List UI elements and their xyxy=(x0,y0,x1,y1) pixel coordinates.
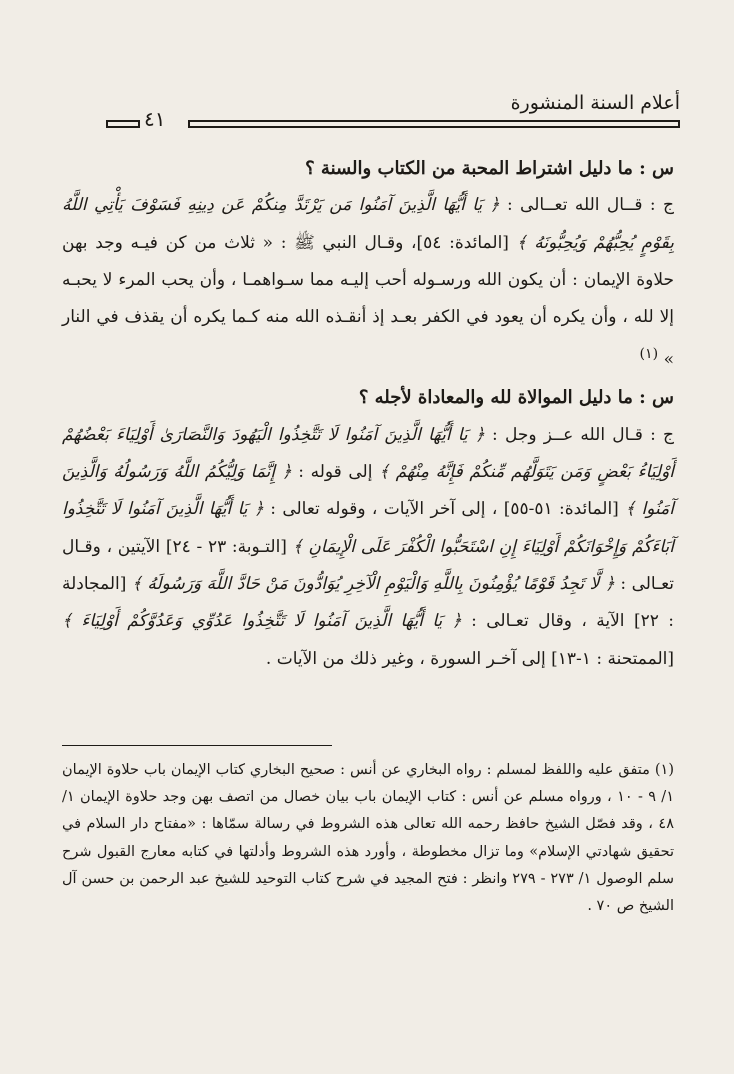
verse-reference: [التـوبة: ٢٣ - ٢٤] الآيتين ، وقـال تعـالى : xyxy=(62,536,675,594)
main-text xyxy=(62,150,674,678)
quran-verse-mujadala-22: ﴿ لَّا تَجِدُ قَوْمًا يُؤْمِنُونَ بِاللَّهِ وَالْيَوْمِ الْآخِرِ يُوَادُّونَ مَنْ حَادَّ اللَّهَ وَرَسُولَهُ ﴾ xyxy=(131,573,615,594)
header-rule xyxy=(188,120,680,128)
verse-reference: [المجادلة : ٢٢] الآية ، وقال تعـالى : xyxy=(62,573,674,632)
hadith-text: « ثلاث من كن فيـه وجد بهن حلاوة الإيمان : أن يكون الله ورسـوله أحب إليـه مما سـواهمـا ، وأن يحب المرء لا يحبـه إلا لله ، وأن يكره أن يعود في الكفر بعـد إذ أنقـذه الله منه كـما يكره أن يقذف في النار » xyxy=(62,232,674,371)
header-box-ornament xyxy=(106,120,140,128)
question-1: س : ما دليل اشتراط المحبة من الكتاب والسنة ؟ xyxy=(305,158,674,179)
quran-verse-maida-55: ﴿ إِنَّمَا وَلِيُّكُمُ اللَّهُ وَرَسُولُهُ وَالَّذِينَ آمَنُوا ﴾ xyxy=(62,462,674,520)
quran-verse-tawba-23: ﴿ يَا أَيُّهَا الَّذِينَ آمَنُوا لَا تَتَّخِذُوا آبَاءَكُمْ وَإِخْوَانَكُمْ أَوْلِيَاءَ إِنِ اسْتَحَبُّوا الْكُفْرَ عَلَى الْإِيمَانِ ﴾ xyxy=(62,499,675,557)
answer-1-intro: ج : قــال الله تعــالى : xyxy=(506,195,675,216)
question-2: س : ما دليل الموالاة لله والمعاداة لأجله ؟ xyxy=(358,387,674,409)
footnote-marker: (١) xyxy=(639,346,659,363)
footnote-separator xyxy=(62,745,332,746)
verse-continuation: إلى قوله : xyxy=(298,462,373,483)
quran-verse-maida-51: ﴿ يَا أَيُّهَا الَّذِينَ آمَنُوا لَا تَتَّخِذُوا الْيَهُودَ وَالنَّصَارَىٰ أَوْلِيَاءَ بَعْضُهُمْ أَوْلِيَاءُ بَعْضٍ وَمَن يَتَوَلَّهُم مِّنكُمْ فَإِنَّهُ مِنْهُمْ ﴾ xyxy=(62,424,675,483)
verse-reference: [الممتحنة : ١-١٣] إلى آخـر السورة ، وغير ذلك من الآيات . xyxy=(265,648,674,669)
page-number: ٤١ xyxy=(144,107,166,131)
quran-verse-maida-54: ﴿ يَا أَيُّهَا الَّذِينَ آمَنُوا مَن يَرْتَدَّ مِنكُمْ عَن دِينِهِ فَسَوْفَ يَأْتِي اللَّهُ بِقَوْمٍ يُحِبُّهُمْ وَيُحِبُّونَهُ ﴾ xyxy=(62,195,674,253)
running-header-title: أعلام السنة المنشورة xyxy=(510,92,680,114)
answer-2-intro: ج : قـال الله عــز وجل : xyxy=(492,424,674,445)
footnote-text: (١) متفق عليه واللفظ لمسلم : رواه البخاري عن أنس : صحيح البخاري كتاب الإيمان باب حلاوة الإيمان ١/ ٩ - ١٠ ، ورواه مسلم عن أنس : كتاب الإيمان باب بيان خصال من اتصف بهن وجد حلاوة الإيمان ١/ ٤٨ ، وقد فصّل الشيخ حافظ رحمه الله تعالى هذه الشروط في رسالة سمّاها : «مفتاح دار السلام في تحقيق شهادتي الإسلام» وما تزال مخطوطة ، وأورد هذه الشروط وأدلتها في كتابه معارج القبول شرح سلم الوصول ١/ ٢٧٣ - ٢٧٩ وانظر : فتح المجيد في شرح كتاب التوحيد للشيخ عبد الرحمن بن حسن آل الشيخ ص ٧٠ . xyxy=(62,762,674,915)
verse-reference: [المائدة: ٥٤]، وقـال النبي ﷺ : xyxy=(280,232,509,253)
quran-verse-mumtahana-1: ﴿ يَا أَيُّهَا الَّذِينَ آمَنُوا لَا تَتَّخِذُوا عَدُوِّي وَعَدُوَّكُمْ أَوْلِيَاءَ ﴾ xyxy=(62,611,462,632)
footnote xyxy=(62,757,674,920)
verse-reference: [المائدة: ٥١-٥٥] ، إلى آخر الآيات ، وقوله تعالى : xyxy=(270,499,619,520)
answer-1 xyxy=(62,187,674,379)
answer-2 xyxy=(62,417,674,678)
